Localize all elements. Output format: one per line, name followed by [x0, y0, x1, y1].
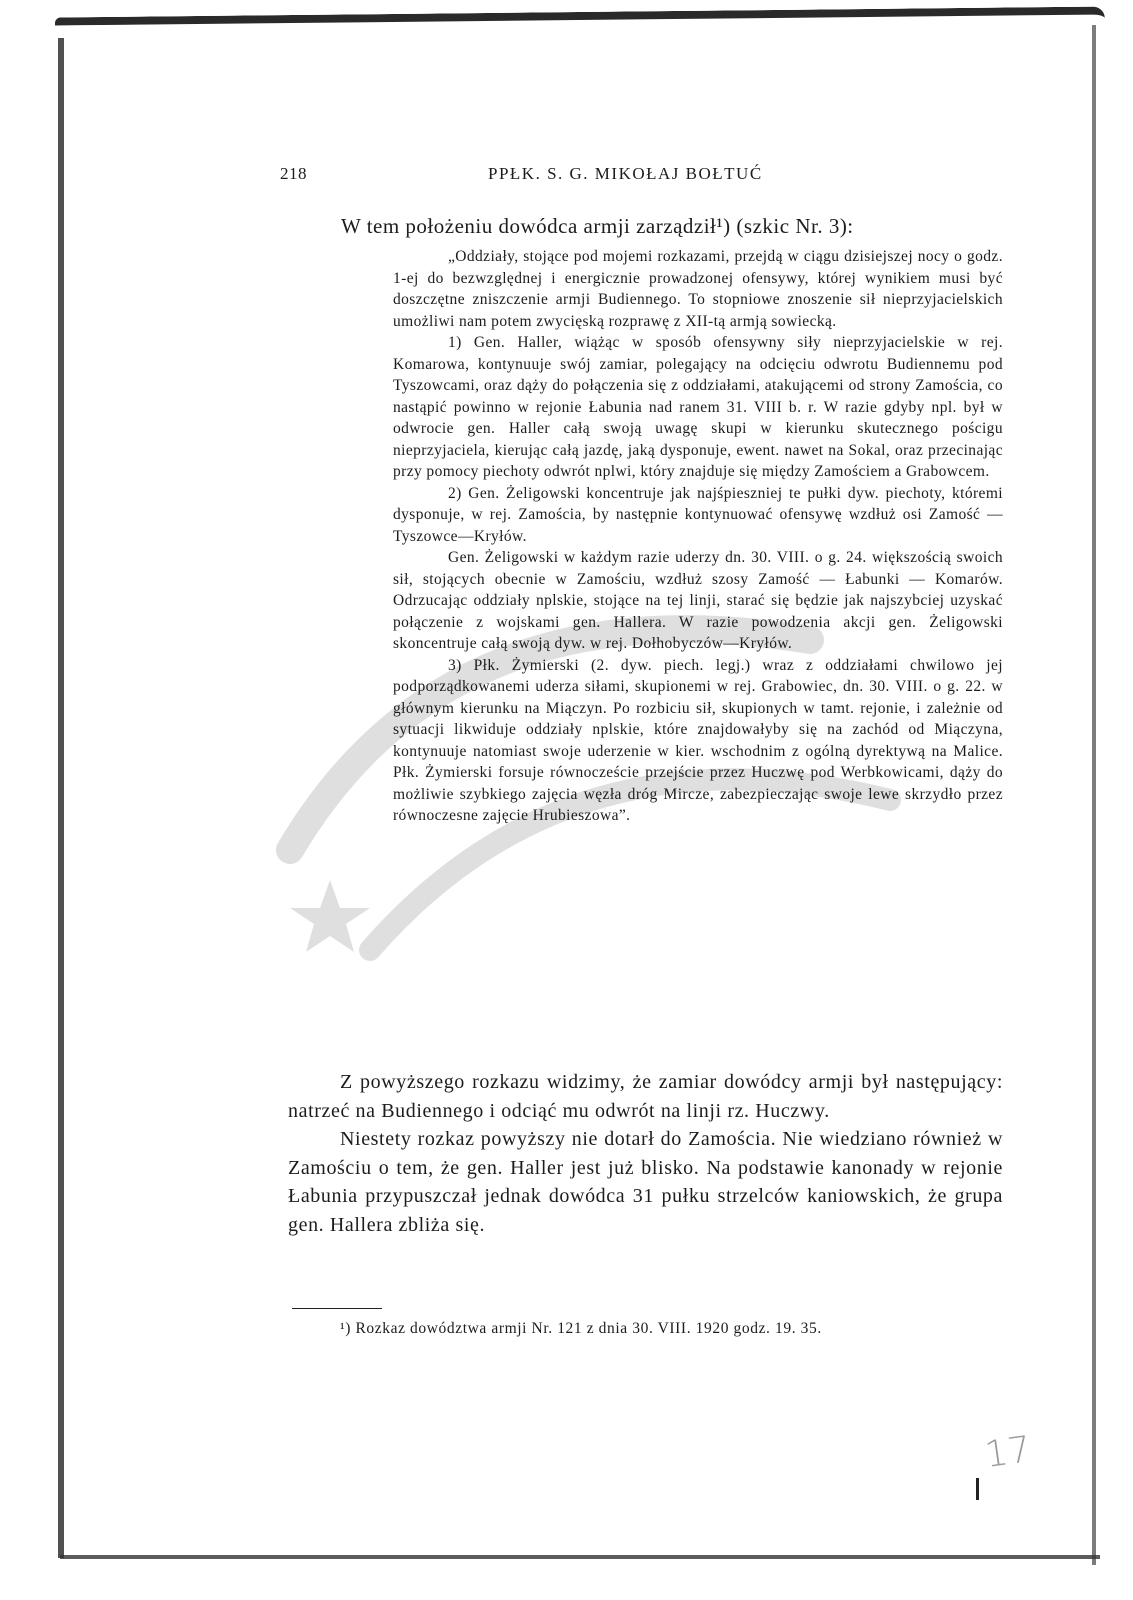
lead-sentence: W tem położeniu dowódca armji zarządził¹) (szkic Nr. 3): — [341, 214, 854, 238]
running-head: PPŁK. S. G. MIKOŁAJ BOŁTUĆ — [488, 164, 763, 183]
order-paragraph: „Oddziały, stojące pod mojemi rozkazami, przejdą w ciągu dzisiejszej nocy o godz. 1-ej do bezwzględnej i energicznie prowadzonej ofensywy, której wynikiem musi być doszczętne zniszczenie armji Budiennego. To stopniowe znoszenie sił nieprzyjacielskich umożliwi nam potem zwycięską rozprawę z XII-tą armją sowiecką. — [393, 248, 1003, 330]
order-paragraph: 1) Gen. Haller, wiążąc w sposób ofensywny siły nieprzyjacielskie w rej. Komarowa, kontynuuje swój zamiar, polegający na odcięciu odwrotu Budiennemu pod Tyszowcami, oraz dąży do połączenia się z oddziałami, atakującemi od strony Zamościa, co nastąpić powinno w rejonie Łabunia nad ranem 31. VIII b. r. W razie gdyby npl. był w odwrocie gen. Haller całą swoją uwagę skupi w kierunku skutecznego pościgu nieprzyjaciela, kierując całą jazdę, jaką dysponuje, ewent. nawet na Sokal, oraz przecinając przy pomocy piechoty odwrót nplwi, który znajduje się między Zamościem a Grabowcem. — [393, 334, 1003, 480]
page-edge-right — [1092, 25, 1096, 1565]
page-edge-bottom — [60, 1555, 1100, 1559]
body-paragraph: Niestety rozkaz powyższy nie dotarł do Zamościa. Nie wiedziano również w Zamościu o tem, że gen. Haller jest już blisko. Na podstawie kanonady w rejonie Łabunia przypuszczał jednak dowódca 31 pułku strzelców kaniowskich, że grupa gen. Hallera zbliża się. — [288, 1128, 1003, 1236]
page-header — [280, 164, 1000, 192]
page-number: 218 — [280, 164, 307, 183]
order-quote — [393, 246, 1003, 827]
page-edge-top — [55, 7, 1105, 56]
footnote-rule — [292, 1308, 382, 1309]
order-paragraph: Gen. Żeligowski w każdym razie uderzy dn. 30. VIII. o g. 24. większością swoich sił, stojących obecnie w Zamościu, wzdłuż szosy Zamość — Łabunki — Komarów. Odrzucając oddziały nplskie, stojące na tej linji, starać się będzie jak najszybciej uzyskać połączenie z wojskami gen. Hallera. W razie powodzenia akcji gen. Żeligowski skoncentruje całą swoją dyw. w rej. Dołhobyczów—Kryłów. — [393, 549, 1003, 652]
handwritten-number: 17 — [982, 1429, 1034, 1476]
footnote: ¹) Rozkaz dowództwa armji Nr. 121 z dnia 30. VIII. 1920 godz. 19. 35. — [340, 1320, 822, 1337]
pen-mark — [976, 1478, 979, 1500]
order-paragraph: 3) Płk. Żymierski (2. dyw. piech. legj.) wraz z oddziałami chwilowo jej podporządkowanemi uderza siłami, skupionemi w rej. Grabowiec, dn. 30. VIII. o g. 22. w głównym kierunku na Miączyn. Po rozbiciu sił, skupionych w tamt. rejonie, i zależnie od sytuacji likwiduje oddziały nplskie, które znajdowałyby się na zachód od Miączyna, kontynuuje natomiast swoje uderzenie w kier. wschodnim z ogólną dyrektywą na Malice. Płk. Żymierski forsuje równoczeście przejście przez Huczwę pod Werbkowicami, dąży do możliwie szybkiego zajęcia węzła dróg Mircze, zabezpieczając swoje lewe skrzydło przez równoczesne zajęcie Hrubieszowa”. — [393, 656, 1003, 824]
body-text — [288, 1068, 1003, 1239]
order-paragraph: 2) Gen. Żeligowski koncentruje jak najśpieszniej te pułki dyw. piechoty, któremi dysponuje, w rej. Zamościa, by następnie kontynuować ofensywę wzdłuż osi Zamość — Tyszowce—Kryłów. — [393, 484, 1003, 545]
body-paragraph: Z powyższego rozkazu widzimy, że zamiar dowódcy armji był następujący: natrzeć na Budiennego i odciąć mu odwrót na linji rz. Huczwy. — [288, 1071, 1003, 1122]
page-edge-left — [58, 38, 64, 1558]
